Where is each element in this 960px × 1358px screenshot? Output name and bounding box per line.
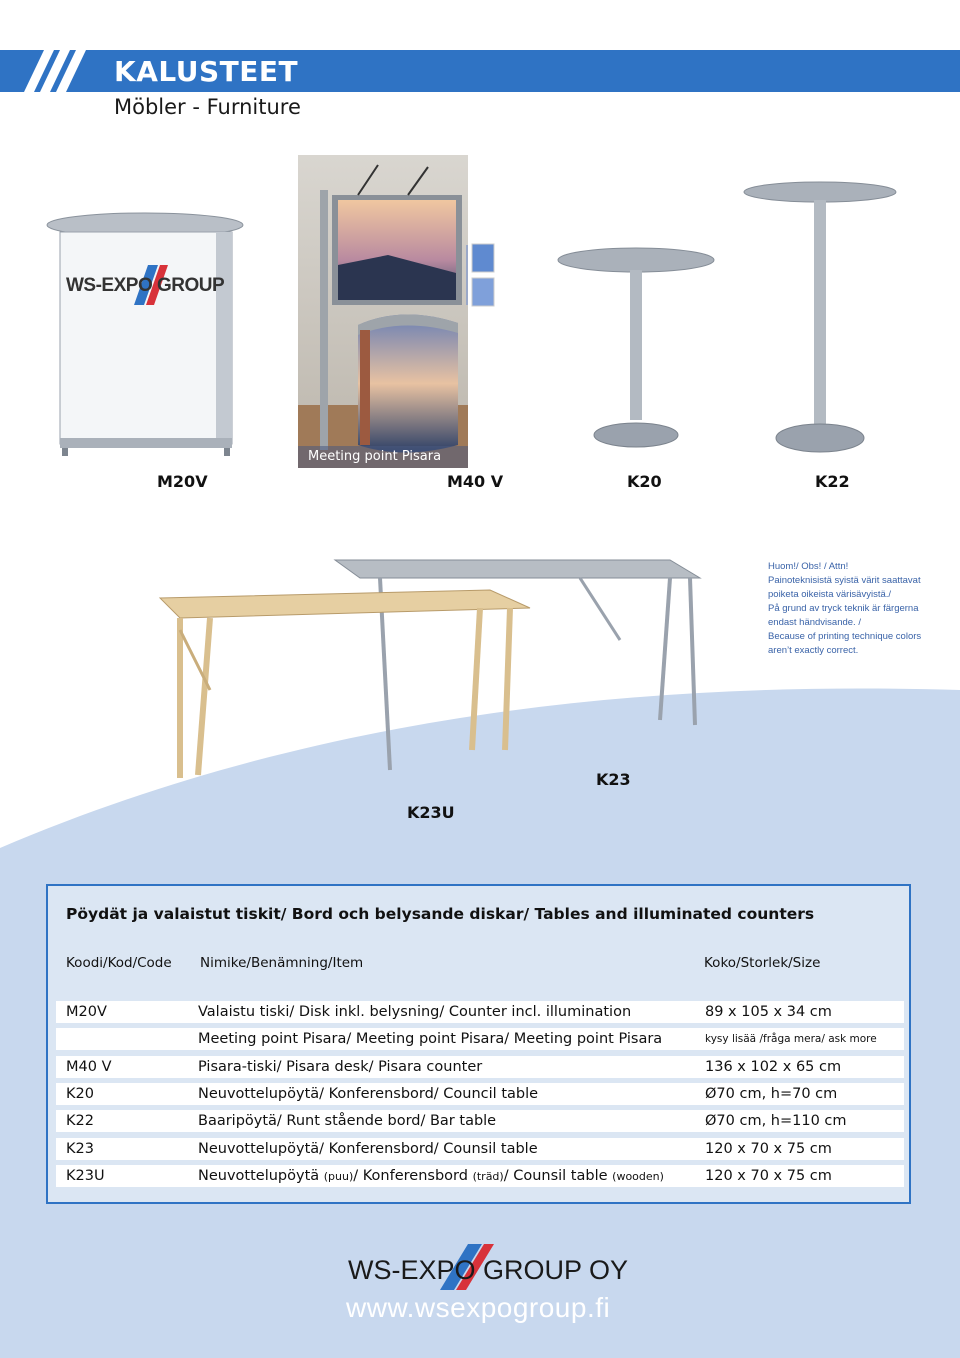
footer-url-link[interactable]: www.wsexpogroup.fi	[346, 1292, 611, 1323]
item-part-note: (träd)	[472, 1170, 504, 1183]
photo-caption: Meeting point Pisara	[308, 449, 442, 464]
printing-note	[768, 560, 922, 658]
label-k23u: K23U	[407, 803, 455, 822]
row-item: Neuvottelupöytä/ Konferensbord/ Counsil table	[198, 1141, 538, 1157]
row-item: Pisara-tiski/ Pisara desk/ Pisara counter	[198, 1059, 483, 1075]
column-header-size: Koko/Storlek/Size	[704, 955, 821, 971]
table-row	[56, 1110, 904, 1132]
table-row	[56, 1056, 904, 1078]
k22-table-image	[740, 180, 900, 460]
table-row	[56, 1001, 904, 1023]
meeting-point-photo	[298, 155, 468, 468]
row-item: Baaripöytä/ Runt stående bord/ Bar table	[198, 1113, 497, 1129]
row-code: K20	[66, 1086, 94, 1102]
k23-tables-image	[150, 550, 710, 790]
table-row	[56, 1083, 904, 1105]
item-part-note: (wooden)	[612, 1170, 664, 1183]
row-code: M40 V	[66, 1059, 112, 1075]
row-size: 120 x 70 x 75 cm	[705, 1141, 832, 1157]
row-code: M20V	[66, 1004, 107, 1020]
row-code: K23U	[66, 1168, 105, 1184]
row-item: Meeting point Pisara/ Meeting point Pisara/ Meeting point Pisara	[198, 1031, 663, 1047]
item-part: / Counsil table	[503, 1168, 613, 1184]
note-line: endast händvisande. /	[768, 617, 861, 628]
row-item: Neuvottelupöytä/ Konferensbord/ Council table	[198, 1086, 539, 1102]
k20-table-image	[556, 245, 716, 455]
note-line: poiketa oikeista värisävyistä./	[768, 589, 892, 600]
note-line: Because of printing technique colors	[768, 631, 922, 642]
label-m20v: M20V	[157, 472, 208, 491]
footer-company-left: WS-EXPO	[348, 1255, 476, 1285]
row-item: Valaistu tiski/ Disk inkl. belysning/ Counter incl. illumination	[198, 1004, 632, 1020]
m20v-counter-image	[40, 210, 250, 460]
brochure-holder-image	[468, 240, 498, 310]
row-code: K23	[66, 1141, 94, 1157]
label-k22: K22	[815, 472, 850, 491]
ws-expo-logo-text: WS-EXPO GROUP	[66, 275, 225, 296]
column-header-item: Nimike/Benämning/Item	[200, 955, 364, 971]
note-line: På grund av tryck teknik är färgerna	[768, 603, 919, 614]
note-line: aren’t exactly correct.	[768, 645, 859, 656]
row-size: 89 x 105 x 34 cm	[705, 1004, 832, 1020]
header-stripes-icon	[20, 50, 90, 92]
item-part: / Konferensbord	[353, 1168, 473, 1184]
item-part-note: (puu)	[323, 1170, 354, 1183]
row-size: Ø70 cm, h=110 cm	[705, 1113, 847, 1129]
label-k20: K20	[627, 472, 662, 491]
label-m40v: M40 V	[447, 472, 504, 491]
row-size: 136 x 102 x 65 cm	[705, 1059, 842, 1075]
column-header-code: Koodi/Kod/Code	[66, 955, 172, 971]
page-subtitle: Möbler - Furniture	[114, 95, 301, 119]
note-line: Huom!/ Obs! / Attn!	[768, 561, 849, 572]
row-size: 120 x 70 x 75 cm	[705, 1168, 832, 1184]
footer-company-name	[348, 1255, 628, 1286]
row-size: kysy lisää /fråga mera/ ask more	[705, 1033, 877, 1045]
row-item	[198, 1165, 664, 1187]
row-code: K22	[66, 1113, 94, 1129]
table-title: Pöydät ja valaistut tiskit/ Bord och belysande diskar/ Tables and illuminated counters	[66, 905, 815, 923]
footer-company-right: GROUP OY	[483, 1255, 629, 1285]
table-row	[56, 1028, 904, 1050]
table-row	[56, 1138, 904, 1160]
label-k23: K23	[596, 770, 631, 789]
page-title: KALUSTEET	[114, 55, 299, 88]
note-line: Painoteknisistä syistä värit saattavat	[768, 575, 921, 586]
row-size: Ø70 cm, h=70 cm	[705, 1086, 838, 1102]
table-row	[56, 1165, 904, 1187]
item-part: Neuvottelupöytä	[198, 1168, 324, 1184]
